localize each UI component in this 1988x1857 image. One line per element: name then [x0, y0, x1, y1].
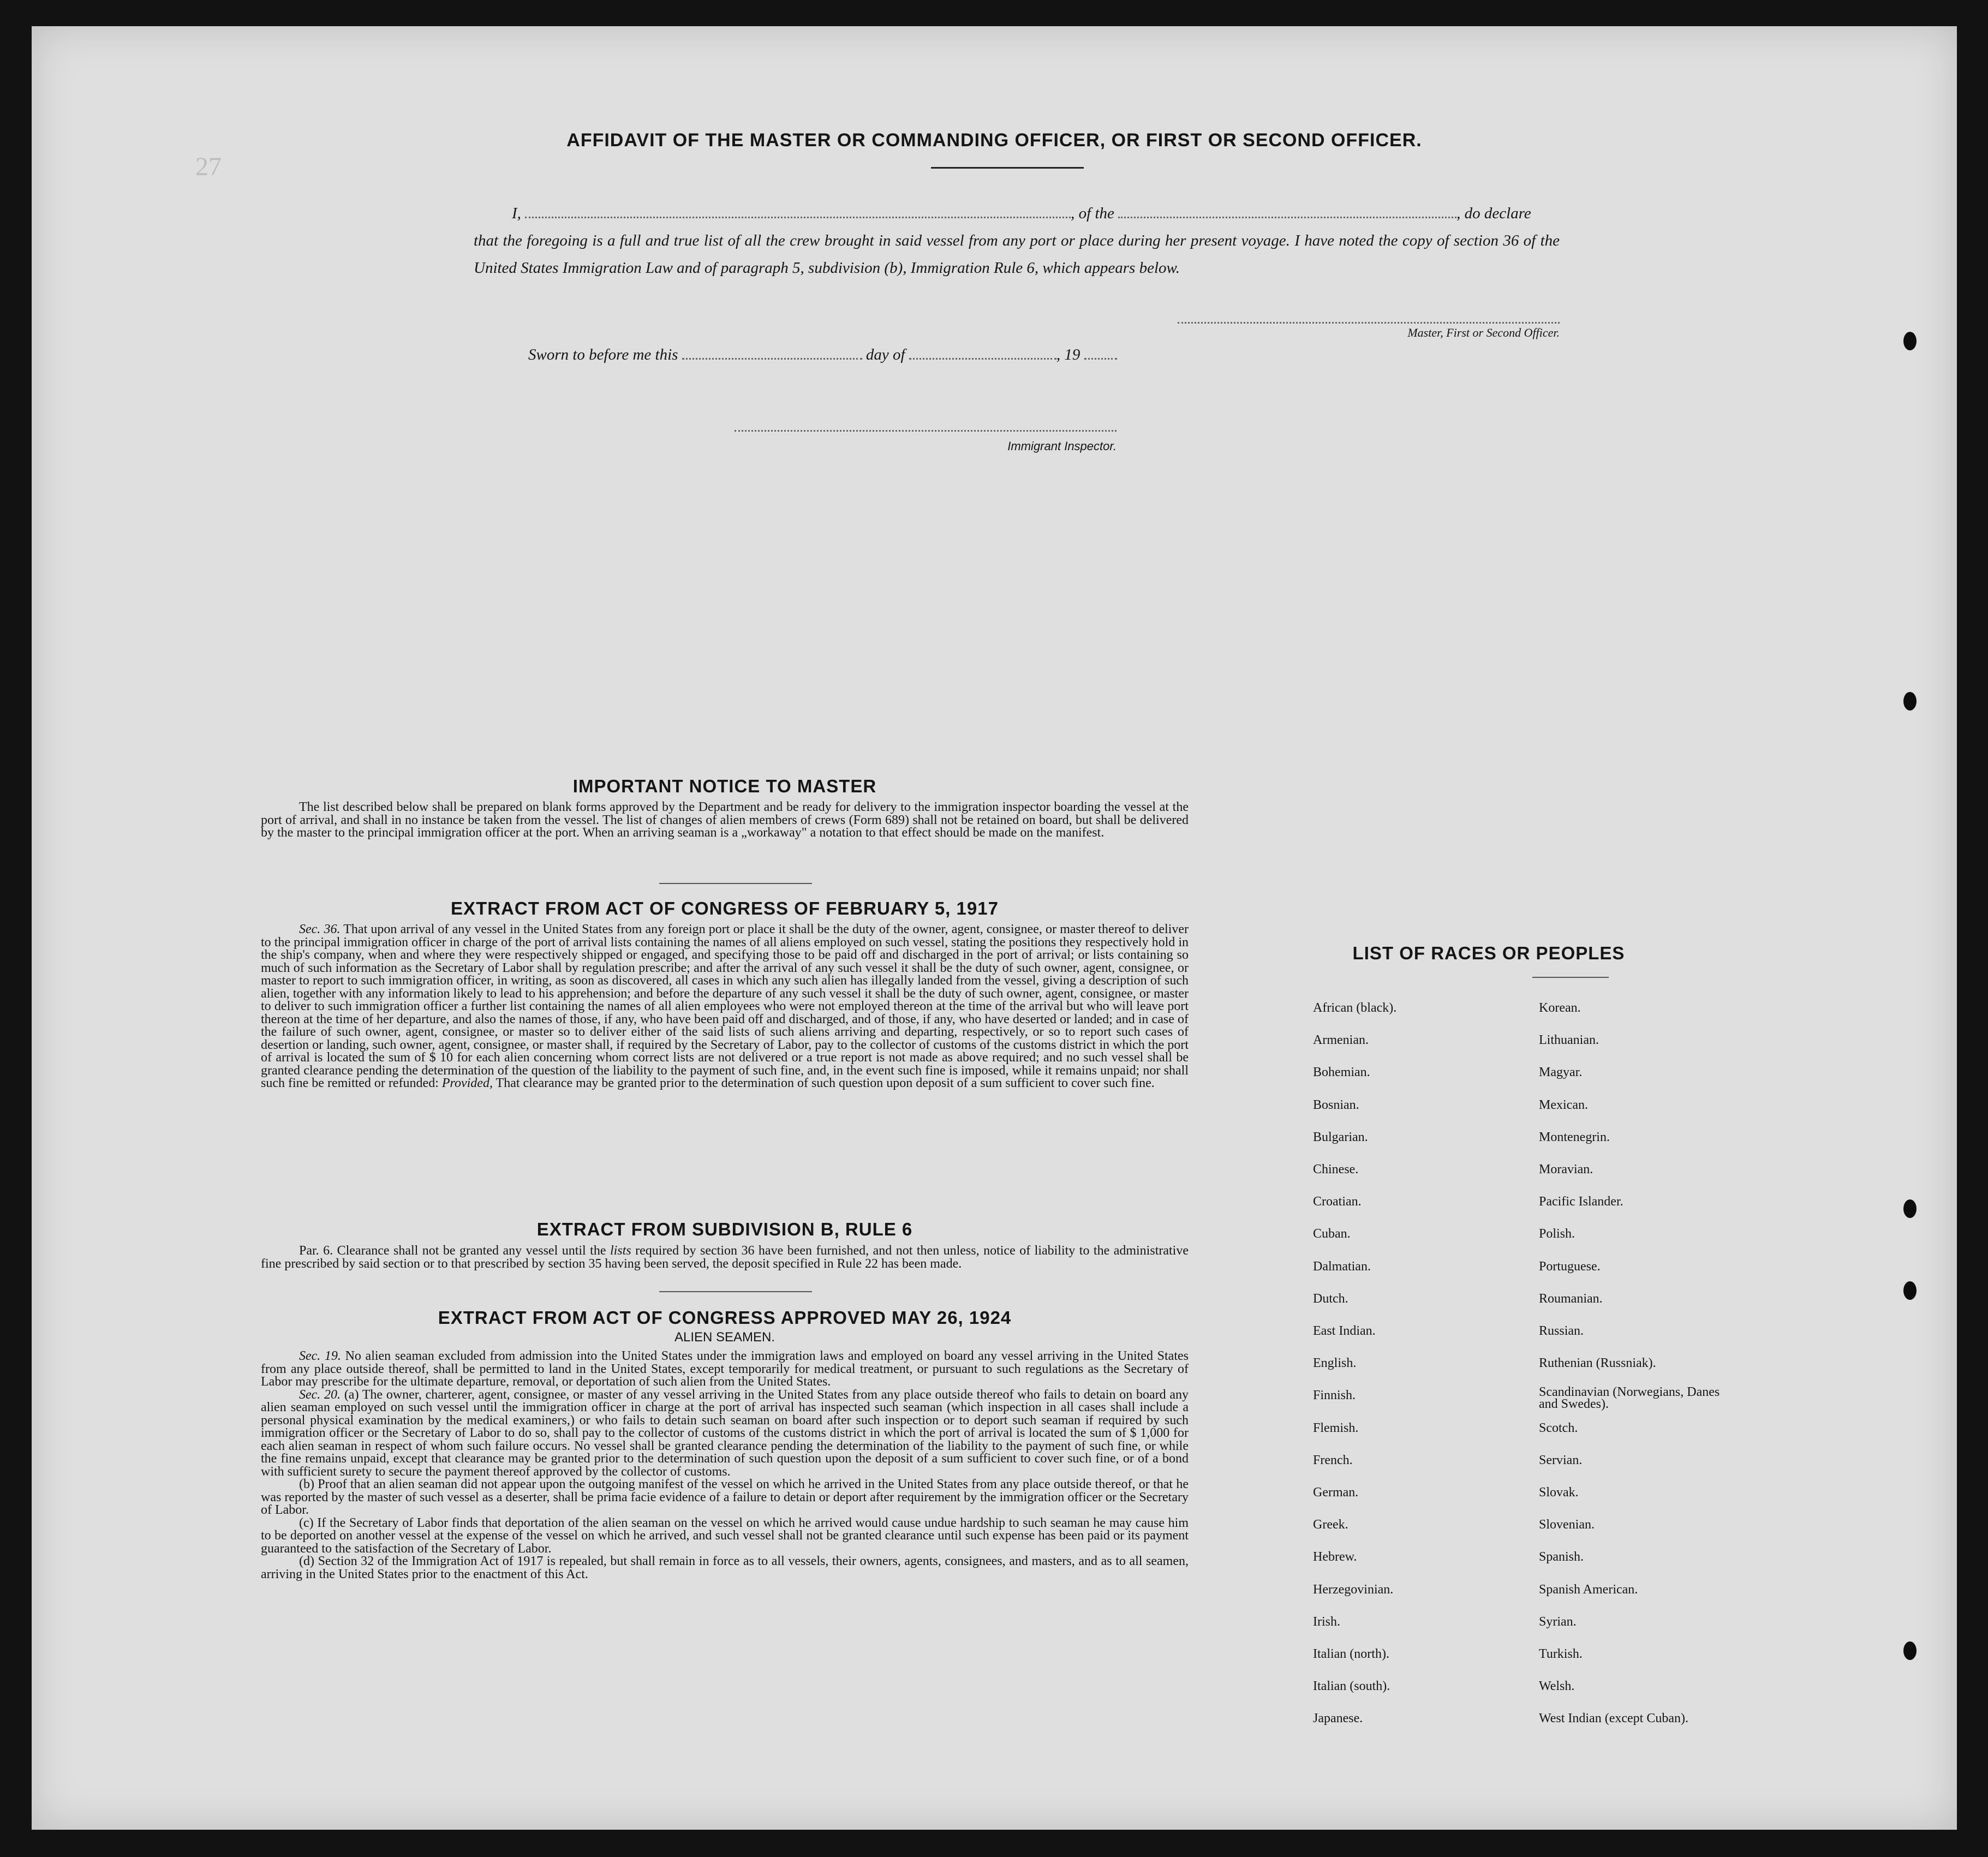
rule6-lists: lists [610, 1244, 631, 1258]
race-right-item: Slovenian. [1539, 1518, 1595, 1532]
sworn-day-blank[interactable] [682, 358, 862, 360]
punch-hole [1903, 692, 1917, 710]
punch-hole [1903, 1199, 1917, 1218]
race-right-item: Russian. [1539, 1324, 1584, 1338]
sec-36-label: Sec. 36. [299, 922, 341, 936]
sec-36-body: That upon arrival of any vessel in the United States from any foreign port or place it shall be the duty of the owner, agent, consignee, or master thereof to deliver to the principal immigration officer in charge of the port of arrival lists containing the names of all aliens employed on such vessel, stating the positions they respectively hold in the ship's company, when and where they were respectively shipped or engaged, and specifying those to be paid off and discharged in the port of arrival; or lists containing so much of such information as the Secretary of Labor shall by regulation prescribe; and after the arrival of any such vessel it shall be the duty of such owner, agent, consignee, or master to report to such immigration officer, in writing, as soon as discovered, all cases in which any such alien has illegally landed from the vessel, giving a description of such alien, together with any information likely to lead to his apprehension; and before the departure of any such vessel it shall be the duty of such owner, agent, consignee, or master to deliver to such immigration officer a further list containing the names of all alien employees who were not employed thereon at the time of the arrival but who will leave port thereon at the time of her departure, and also the names of those, if any, who have been paid off and discharged, and of those, if any, who have deserted or landed; and in case of the failure of such owner, agent, consignee, or master so to deliver either of the said lists of such aliens arriving and departing, respectively, or so to report such cases of desertion or landing, such owner, agent, consignee, or master shall, if required by the Secretary of Labor, pay to the collector of customs of the customs district in which the port of arrival is located the sum of $ 10 for each alien concerning whom correct lists are not delivered or a true report is not made as above required; and no such vessel shall be granted clearance pending the determination of the question of the liability to the payment of such fine, and, in the event such fine is imposed, while it remains unpaid; nor shall such fine be remitted or refunded: [261, 922, 1189, 1090]
race-left-item: English. [1313, 1356, 1357, 1371]
inspector-label: Immigrant Inspector. [1007, 439, 1117, 453]
extract-1917-heading: EXTRACT FROM ACT OF CONGRESS OF FEBRUARY 5, 1917 [451, 898, 999, 918]
extract-rule6-text [261, 1245, 1189, 1270]
race-left-item: Armenian. [1313, 1033, 1369, 1048]
race-right-item: Spanish. [1539, 1550, 1584, 1565]
races-heading: LIST OF RACES OR PEOPLES [1352, 943, 1625, 963]
race-right-item: Korean. [1539, 1001, 1581, 1015]
race-right-item: Moravian. [1539, 1162, 1593, 1177]
notice-heading: IMPORTANT NOTICE TO MASTER [572, 776, 877, 796]
signature-blank[interactable] [1178, 322, 1560, 324]
affidavit-body: that the foregoing is a full and true list of all the crew brought in said vessel from any port or place during her present voyage. I have noted the copy of section 36 of the United States Immigration Law and of paragraph 5, subdivision (b), Immigration Rule 6, which appears below. [474, 232, 1560, 277]
document-page [32, 26, 1957, 1830]
race-right-item: Mexican. [1539, 1097, 1588, 1112]
race-left-item: Bosnian. [1313, 1097, 1359, 1112]
race-right-item: Servian. [1539, 1453, 1583, 1467]
divider [659, 1291, 812, 1292]
race-right-item: Montenegrin. [1539, 1130, 1610, 1144]
race-left-item: Herzegovinian. [1313, 1582, 1394, 1597]
title-rule [931, 167, 1084, 169]
provided-word: Provided, [441, 1076, 493, 1090]
sworn-line [528, 346, 1117, 364]
punch-hole [1903, 332, 1917, 350]
race-left-item: Croatian. [1313, 1195, 1362, 1209]
race-left-item: Bohemian. [1313, 1065, 1370, 1080]
race-left-item: Hebrew. [1313, 1550, 1357, 1565]
sec-19-body: No alien seaman excluded from admission into the United States under the immigration laws and employed on board any vessel arriving in the United States from any place outside thereof, shall be permitted to land in the United States, except temporarily for medical treatment, or pursuant to such regulations as the Secretary of Labor may prescribe for the ultimate departure, removal, or deportation of such alien from the United States. [261, 1349, 1189, 1389]
race-left-item: Dutch. [1313, 1291, 1348, 1306]
rule6-body-a: Par. 6. Clearance shall not be granted any vessel until the [299, 1244, 606, 1258]
sec-20d-paragraph: (d) Section 32 of the Immigration Act of 1917 is repealed, but shall remain in force as to all vessels, their owners, agents, consignees, and masters, and as to all seamen, arriving in the United States prior to the enactment of this Act. [261, 1554, 1189, 1581]
sec-20a-body: (a) The owner, charterer, agent, consignee, or master of any vessel arriving in the United States from any place outside thereof who fails to detain on board any alien seaman employed on such vessel until the immigration officer in charge at the port of arrival has inspected such seaman (which inspection in all cases shall include a personal physical examination by the medical examiners,) or who fails to detain such seaman on board after such inspection or to deport such seaman if required by such immigration officer or the Secretary of Labor to do so, shall pay to the collector of customs of the customs district in which the port of arrival is located the sum of $ 1,000 for each alien seaman in respect of whom such failure occurs. No vessel shall be granted clearance pending the determination of the liability to the payment of such fine, or while the fine remains unpaid, except that clearance may be granted prior to the determination of such question upon the deposit of a sum sufficient to cover such fine, or of a bond with sufficient surety to secure the payment thereof approved by the collector of customs. [261, 1387, 1189, 1479]
sec-20-label: Sec. 20. [299, 1387, 341, 1402]
extract-1924-heading: EXTRACT FROM ACT OF CONGRESS APPROVED MAY 26, 1924 [438, 1307, 1012, 1328]
race-left-item: Bulgarian. [1313, 1130, 1368, 1144]
inspector-blank[interactable] [735, 408, 1117, 432]
sec-36-proviso: That clearance may be granted prior to the determination of such question upon deposit of a sum sufficient to cover such fine. [495, 1076, 1155, 1090]
extract-1924-subtitle: ALIEN SEAMEN. [674, 1330, 775, 1345]
sworn-day-of: day of [865, 346, 905, 363]
signature-label: Master, First or Second Officer. [1407, 326, 1560, 339]
sec-19-label: Sec. 19. [299, 1349, 341, 1363]
race-left-item: Japanese. [1313, 1711, 1363, 1726]
race-left-item: Chinese. [1313, 1162, 1359, 1177]
races-rule [1532, 977, 1609, 978]
sworn-year: , 19 [1056, 346, 1080, 363]
race-right-item: Portuguese. [1539, 1259, 1601, 1274]
race-left-item: French. [1313, 1453, 1353, 1467]
race-left-item: Dalmatian. [1313, 1259, 1371, 1274]
race-right-item: Spanish American. [1539, 1582, 1638, 1597]
race-right-item: Scotch. [1539, 1420, 1578, 1435]
punch-hole [1903, 1641, 1917, 1660]
race-left-item: Greek. [1313, 1518, 1348, 1532]
race-right-item: Scandinavian (Norwegians, Danes and Swedes). [1539, 1385, 1720, 1412]
race-right-item: Ruthenian (Russniak). [1539, 1356, 1656, 1371]
race-left-item: Italian (north). [1313, 1647, 1389, 1661]
affidavit-declaration-line [474, 200, 1560, 227]
extract-rule6-heading: EXTRACT FROM SUBDIVISION B, RULE 6 [536, 1219, 913, 1239]
inspector-block [703, 408, 1117, 453]
sec-20a-paragraph [261, 1389, 1189, 1479]
sec-20b-paragraph: (b) Proof that an alien seaman did not appear upon the outgoing manifest of the vessel on which he arrived in the United States from any place outside thereof, or that he was reported by the master of such vessel as a deserter, shall be prima facie evidence of a failure to detain or deport after requirement by the immigration officer or the Secretary of Labor. [261, 1477, 1189, 1517]
race-left-item: Flemish. [1313, 1420, 1359, 1435]
race-left-item: Finnish. [1313, 1388, 1356, 1403]
race-left-item: German. [1313, 1485, 1359, 1500]
vessel-blank[interactable] [1118, 217, 1456, 218]
race-right-item: Magyar. [1539, 1065, 1583, 1080]
race-right-item: Lithuanian. [1539, 1033, 1599, 1048]
race-left-item: Italian (south). [1313, 1679, 1390, 1694]
name-blank[interactable] [525, 217, 1071, 218]
declare-i: I, [512, 205, 521, 222]
extract-1924-text [261, 1350, 1189, 1581]
race-right-item: West Indian (except Cuban). [1539, 1711, 1688, 1726]
divider [659, 883, 812, 884]
declare-do-declare: , do declare [1456, 205, 1531, 222]
sworn-year-blank[interactable] [1084, 358, 1117, 360]
race-right-item: Roumanian. [1539, 1291, 1603, 1306]
sec-20c-paragraph: (c) If the Secretary of Labor finds that deportation of the alien seaman on the vessel on which he arrived would cause undue hardship to such seaman he may cause him to be deported on another vessel at the expense of the vessel on which he arrived, and such vessel shall not be granted clearance until such expense has been paid or its payment guaranteed to the satisfaction of the Secretary of Labor. [261, 1515, 1189, 1556]
race-left-item: Irish. [1313, 1614, 1340, 1629]
punch-hole [1903, 1281, 1917, 1300]
rule6-body-b: required by section 36 have been furnished, and not then unless, notice of liability to the administrative fine prescribed by said section or to that prescribed by section 35 having been served, the deposit specified in Rule 22 has been made. [261, 1244, 1189, 1271]
race-left-item: East Indian. [1313, 1324, 1376, 1338]
sworn-text: Sworn to before me this [528, 346, 678, 363]
signature-block [1156, 322, 1560, 340]
race-right-item: Slovak. [1539, 1485, 1579, 1500]
race-left-item: Cuban. [1313, 1227, 1351, 1241]
bleed-page-number: 27 [195, 152, 222, 181]
race-right-item: Syrian. [1539, 1614, 1577, 1629]
extract-1917-text [261, 923, 1189, 1090]
declare-of-the: , of the [1071, 205, 1114, 222]
race-right-item: Polish. [1539, 1227, 1575, 1241]
notice-text: The list described below shall be prepared on blank forms approved by the Department and be ready for delivery to the immigration inspector boarding the vessel at the port of arrival, and shall in no instance be taken from the vessel. The list of changes of alien members of crews (Form 689) shall not be retained on board, but shall be delivered by the master to the principal immigration officer at the port. When an arriving seaman is a „workaway" a notation to that effect should be made on the manifest. [261, 800, 1189, 840]
affidavit-title: AFFIDAVIT OF THE MASTER OR COMMANDING OFFICER, OR FIRST OR SECOND OFFICER. [566, 130, 1422, 151]
sec-19-paragraph [261, 1350, 1189, 1389]
sworn-month-blank[interactable] [909, 358, 1056, 360]
race-right-item: Pacific Islander. [1539, 1195, 1623, 1209]
race-right-item: Welsh. [1539, 1679, 1575, 1694]
race-left-item: African (black). [1313, 1001, 1397, 1015]
race-right-item: Turkish. [1539, 1647, 1583, 1661]
